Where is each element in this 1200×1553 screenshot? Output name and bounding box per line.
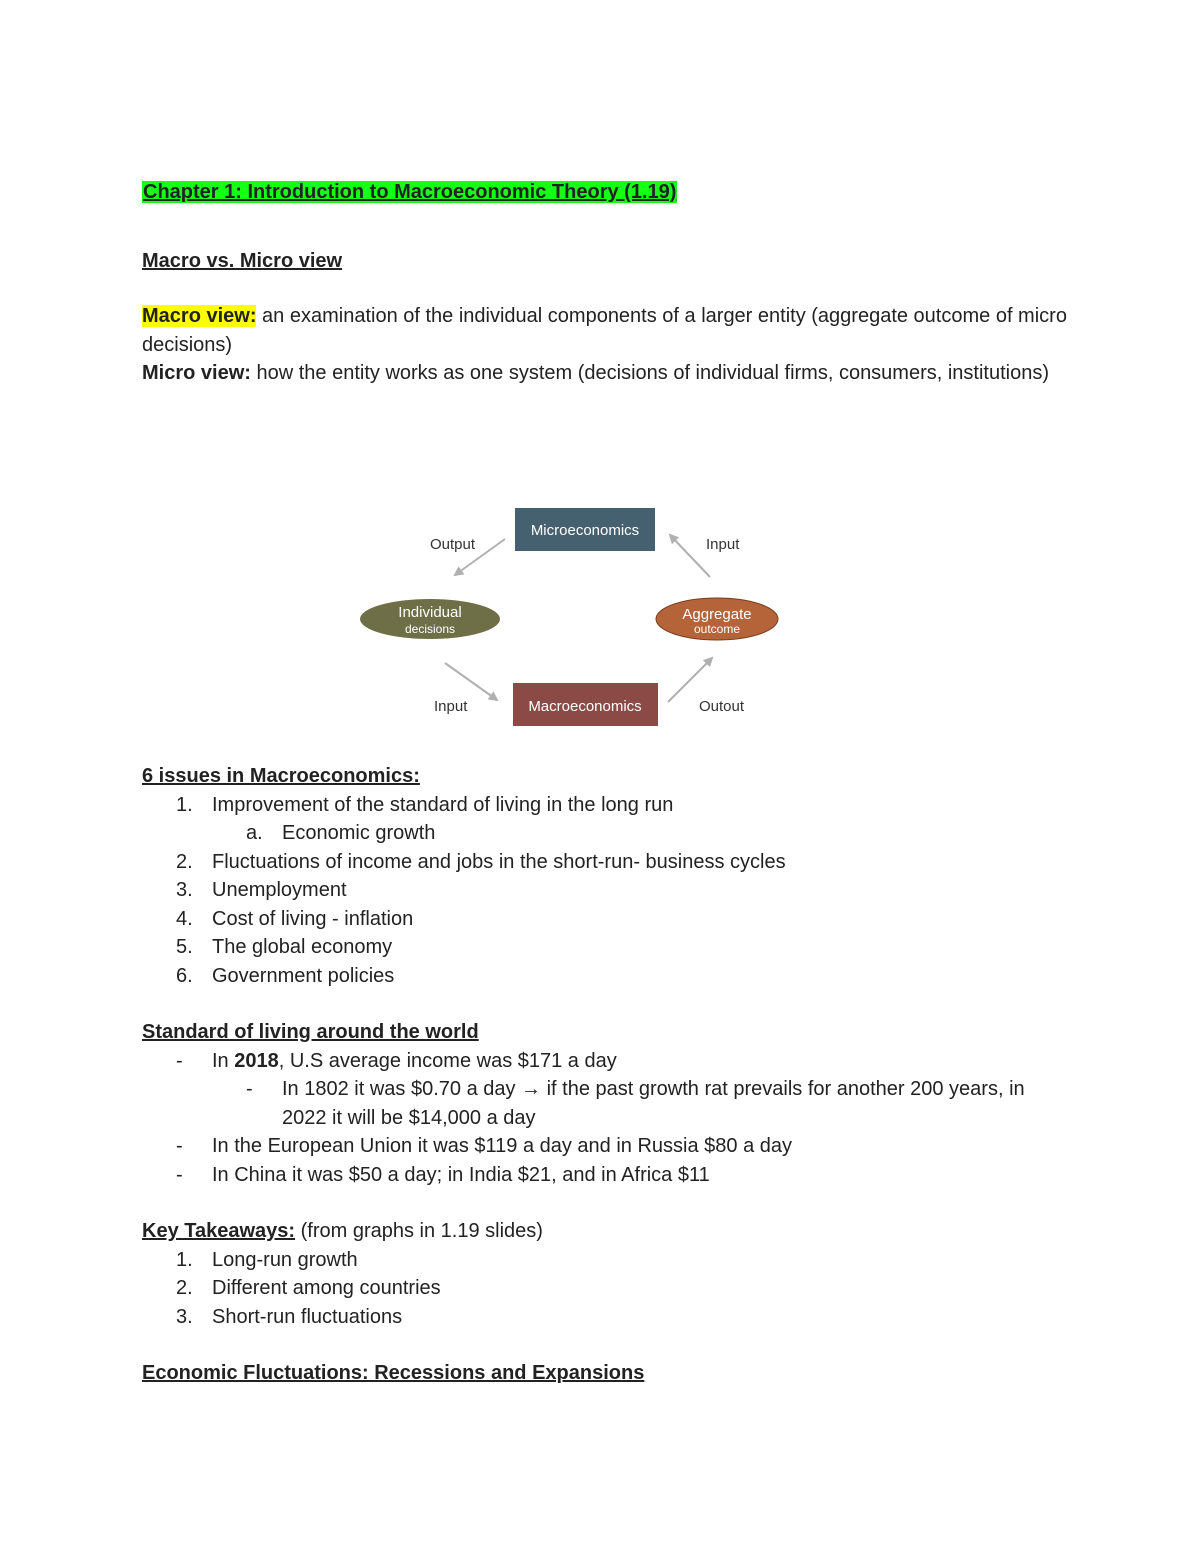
standard-of-living-heading: Standard of living around the world (142, 1021, 479, 1043)
macroeconomics-label: Macroeconomics (528, 698, 642, 715)
document-body (142, 178, 1072, 388)
label-output-top-left: Output (430, 536, 476, 553)
issues-heading: 6 issues in Macroeconomics: (142, 765, 420, 787)
key-takeaways-note: (from graphs in 1.19 slides) (295, 1220, 543, 1242)
key-takeaways-heading: Key Takeaways: (142, 1220, 296, 1242)
economic-fluctuations-heading: Economic Fluctuations: Recessions and Expansions (142, 1362, 645, 1384)
chapter-title: Chapter 1: Introduction to Macroeconomic Theory (1.19) (143, 181, 677, 203)
arrow-input-bottom-left (445, 663, 497, 700)
aggregate-label-1: Aggregate (682, 606, 752, 623)
list-item: 1. Improvement of the standard of living in the long run (176, 793, 674, 816)
label-output-bottom-right: Outout (699, 698, 745, 715)
macro-micro-diagram (340, 495, 800, 740)
individual-label-1: Individual (398, 604, 462, 621)
list-item: 3. Unemployment (176, 879, 347, 901)
list-item: - In 1802 it was $0.70 a day → if the past growth rat prevails for another 200 years, in 2022 it will be $14,000 a day (246, 1078, 1025, 1129)
aggregate-label-2: outcome (693, 622, 741, 636)
list-item: 1. Long-run growth (176, 1248, 358, 1271)
individual-label-2: decisions (404, 622, 456, 636)
list-item: - In China it was $50 a day; in India $21, and in Africa $11 (176, 1163, 710, 1186)
key-takeaways-line (142, 1217, 1072, 1246)
label-input-top-right: Input (706, 536, 740, 553)
micro-view-definition (142, 359, 1072, 388)
macro-view-definition (142, 302, 1072, 359)
list-item: 5. The global economy (176, 936, 393, 958)
list-item: - In the European Union it was $119 a day and in Russia $80 a day (176, 1135, 793, 1157)
arrow-input-top-right (670, 535, 710, 577)
micro-view-term: Micro view: (142, 362, 251, 384)
microeconomics-label: Microeconomics (530, 522, 640, 539)
label-input-bottom-left: Input (434, 698, 468, 715)
list-item: 2. Fluctuations of income and jobs in the short-run- business cycles (176, 850, 786, 873)
list-item: 2. Different among countries (176, 1277, 441, 1299)
list-item: a. Economic growth (246, 822, 436, 844)
list-item: 4. Cost of living - inflation (176, 907, 414, 930)
list-item: 3. Short-run fluctuations (176, 1305, 403, 1328)
macro-micro-heading: Macro vs. Micro view (142, 249, 343, 272)
micro-view-text: how the entity works as one system (decisions of individual firms, consumers, institutions) (250, 362, 1050, 384)
list-item: 6. Government policies (176, 964, 395, 987)
macro-view-term: Macro view: (142, 305, 257, 327)
arrow-output-bottom-right (668, 658, 712, 702)
diagram-svg (340, 495, 800, 740)
document-body-lower (142, 762, 1072, 1388)
list-item: - In 2018, U.S average income was $171 a day (176, 1049, 617, 1072)
macro-view-text: an examination of the individual components of a larger entity (aggregate outcome of micro decisions) (142, 305, 1067, 356)
